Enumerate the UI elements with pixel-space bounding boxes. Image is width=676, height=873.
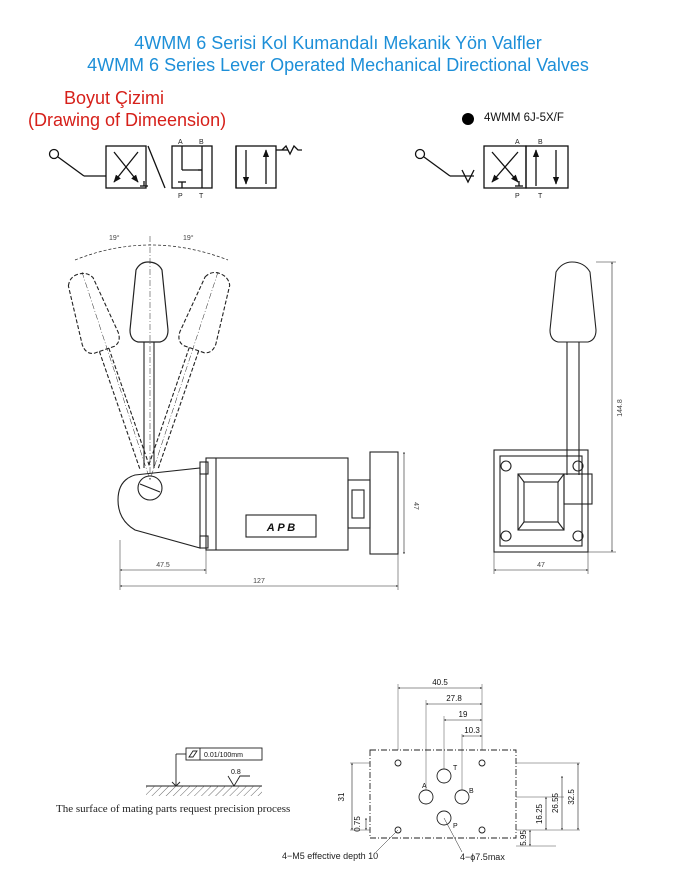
brand-label: A P B: [266, 522, 296, 534]
pattern-port-p: P: [453, 823, 458, 830]
port-label-p-2: P: [515, 193, 520, 200]
angle-right-label: 19°: [183, 235, 194, 242]
dim-27-8: 27.8: [446, 694, 462, 703]
port-label-a: A: [178, 139, 183, 146]
pattern-port-a: A: [422, 783, 427, 790]
dim-10-3: 10.3: [464, 726, 480, 735]
dim-47-5: 47.5: [156, 562, 170, 569]
dim-31: 31: [337, 792, 346, 802]
section-title-turkish: Boyut Çizimi: [64, 88, 165, 108]
dim-0-75: 0.75: [353, 816, 362, 832]
dim-5-95: 5.95: [519, 830, 528, 846]
dim-16-25: 16.25: [535, 803, 544, 825]
port-label-a-2: A: [515, 139, 520, 146]
title-turkish: 4WMM 6 Serisi Kol Kumandalı Mekanik Yön Valfler: [134, 33, 542, 53]
dim-127: 127: [253, 578, 265, 585]
section-title-english: (Drawing of Dimeension): [28, 110, 227, 130]
thread-note: 4−M5 effective depth 10: [282, 851, 379, 861]
port-label-p: P: [178, 193, 183, 200]
roughness-value: 0.8: [231, 769, 241, 776]
angle-left-label: 19°: [109, 235, 120, 242]
dim-47-side: 47: [412, 502, 419, 510]
hole-note: 4−ϕ7.5max: [460, 852, 505, 862]
dim-47-bottom: 47: [537, 562, 545, 569]
title-english: 4WMM 6 Series Lever Operated Mechanical Directional Valves: [87, 55, 589, 75]
port-label-t: T: [199, 193, 204, 200]
pattern-port-t: T: [453, 765, 458, 772]
front-view: [60, 236, 404, 590]
port-label-b: B: [199, 139, 204, 146]
pattern-port-b: B: [469, 788, 474, 795]
dim-40-5: 40.5: [432, 678, 448, 687]
symbol-lever-spring: [416, 146, 569, 188]
dim-19: 19: [458, 710, 468, 719]
port-label-b-2: B: [538, 139, 543, 146]
dim-144-8: 144.8: [617, 399, 624, 417]
dim-32-5: 32.5: [567, 789, 576, 805]
flatness-tolerance: 0.01/100mm: [204, 752, 243, 759]
surface-hatch: [146, 786, 262, 796]
port-label-t-2: T: [538, 193, 543, 200]
symbol-lever-detent: [50, 146, 303, 188]
dim-26-55: 26.55: [551, 792, 560, 814]
surface-note: The surface of mating parts request precision process: [56, 803, 291, 815]
side-view: [494, 262, 616, 574]
model-label: 4WMM 6J-5X/F: [484, 112, 564, 124]
